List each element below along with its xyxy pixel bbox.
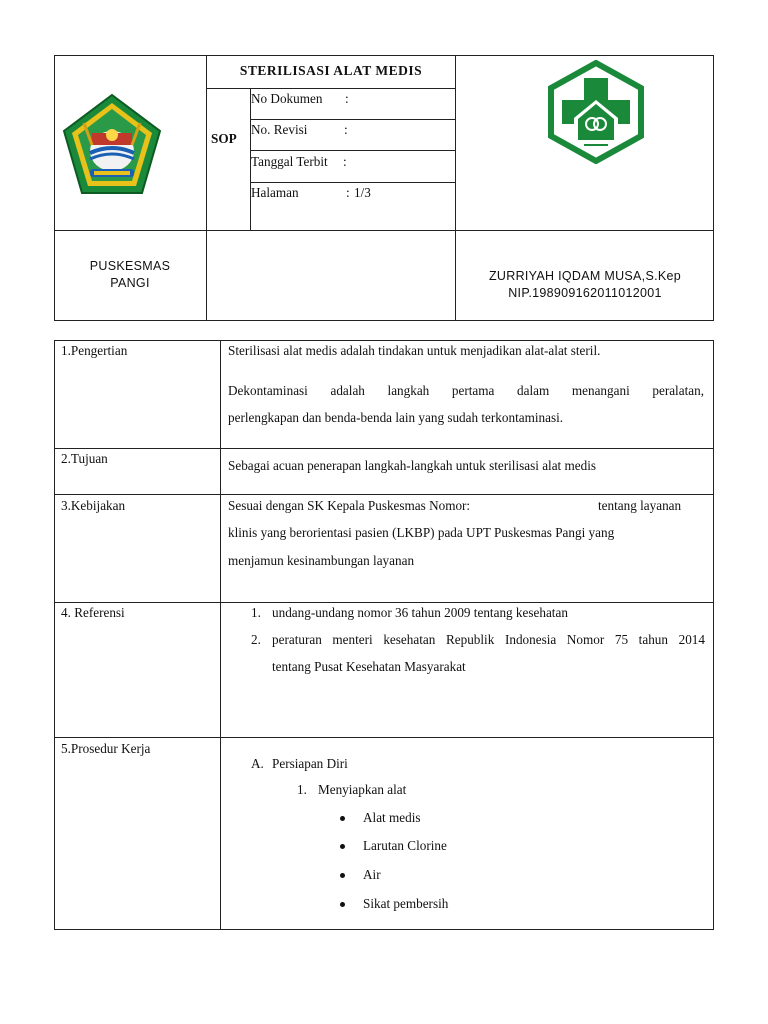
puskesmas-logo-icon: [546, 60, 646, 164]
field-no-revisi-sep: :: [344, 122, 348, 137]
referensi-item-2-line2: tentang Pusat Kesehatan Masyarakat: [272, 659, 466, 674]
field-tanggal-terbit-label: Tanggal Terbit: [251, 154, 328, 169]
kebijakan-line1b: tentang layanan: [598, 498, 682, 513]
prosedur-step: Menyiapkan alat: [318, 782, 407, 797]
section-label-pengertian: 1.Pengertian: [61, 343, 128, 358]
referensi-item-1-num: 1.: [251, 605, 261, 620]
org-name-line1: PUSKESMAS: [89, 259, 171, 273]
section-label-referensi: 4. Referensi: [61, 605, 125, 620]
referensi-item-2-line1: peraturan menteri kesehatan Republik Indonesia Nomor 75 tahun 2014: [272, 632, 705, 647]
sop-label: SOP: [211, 131, 237, 146]
field-no-dokumen-sep: :: [345, 91, 349, 106]
signer-nip: NIP.198909162011012001: [508, 286, 662, 300]
field-halaman-sep: :: [346, 185, 350, 200]
section-label-tujuan: 2.Tujuan: [61, 451, 108, 466]
field-tanggal-terbit-sep: :: [343, 154, 347, 169]
kebijakan-line2: klinis yang berorientasi pasien (LKBP) pada UPT Puskesmas Pangi yang: [228, 525, 615, 540]
org-name-line2: PANGI: [110, 276, 150, 290]
prosedur-sub-a: Persiapan Diri: [272, 756, 348, 771]
prosedur-step-num: 1.: [297, 782, 307, 797]
bullet-icon: [340, 873, 345, 878]
kebijakan-line1a: Sesuai dengan SK Kepala Puskesmas Nomor:: [228, 498, 471, 513]
section-label-kebijakan: 3.Kebijakan: [61, 498, 126, 513]
bullet-icon: [340, 844, 345, 849]
field-halaman-label: Halaman: [251, 185, 299, 200]
signer-name: ZURRIYAH IQDAM MUSA,S.Kep: [488, 269, 682, 283]
document-title: STERILISASI ALAT MEDIS: [239, 63, 423, 78]
tujuan-text: Sebagai acuan penerapan langkah-langkah untuk sterilisasi alat medis: [228, 458, 597, 473]
regency-emblem-icon: [62, 93, 162, 195]
field-no-dokumen-label: No Dokumen: [251, 91, 323, 106]
field-no-revisi-label: No. Revisi: [251, 122, 308, 137]
bullet-icon: [340, 902, 345, 907]
prosedur-bullet-item: Sikat pembersih: [363, 896, 449, 911]
section-label-prosedur: 5.Prosedur Kerja: [61, 741, 151, 756]
kebijakan-line3: menjamun kesinambungan layanan: [228, 553, 415, 568]
field-halaman-value: 1/3: [354, 185, 371, 200]
prosedur-bullet-item: Larutan Clorine: [363, 838, 447, 853]
pengertian-paragraph-2-line2: perlengkapan dan benda-benda lain yang sudah terkontaminasi.: [228, 410, 564, 425]
referensi-item-1-text: undang-undang nomor 36 tahun 2009 tentang kesehatan: [272, 605, 568, 620]
prosedur-bullet-item: Air: [363, 867, 381, 882]
referensi-item-2-num: 2.: [251, 632, 261, 647]
bullet-icon: [340, 816, 345, 821]
pengertian-paragraph-2-line1: Dekontaminasi adalah langkah pertama dalam menangani peralatan,: [228, 383, 704, 398]
prosedur-bullet-item: Alat medis: [363, 810, 421, 825]
pengertian-paragraph-1: Sterilisasi alat medis adalah tindakan untuk menjadikan alat-alat steril.: [228, 343, 601, 358]
prosedur-sub-a-letter: A.: [251, 756, 264, 771]
